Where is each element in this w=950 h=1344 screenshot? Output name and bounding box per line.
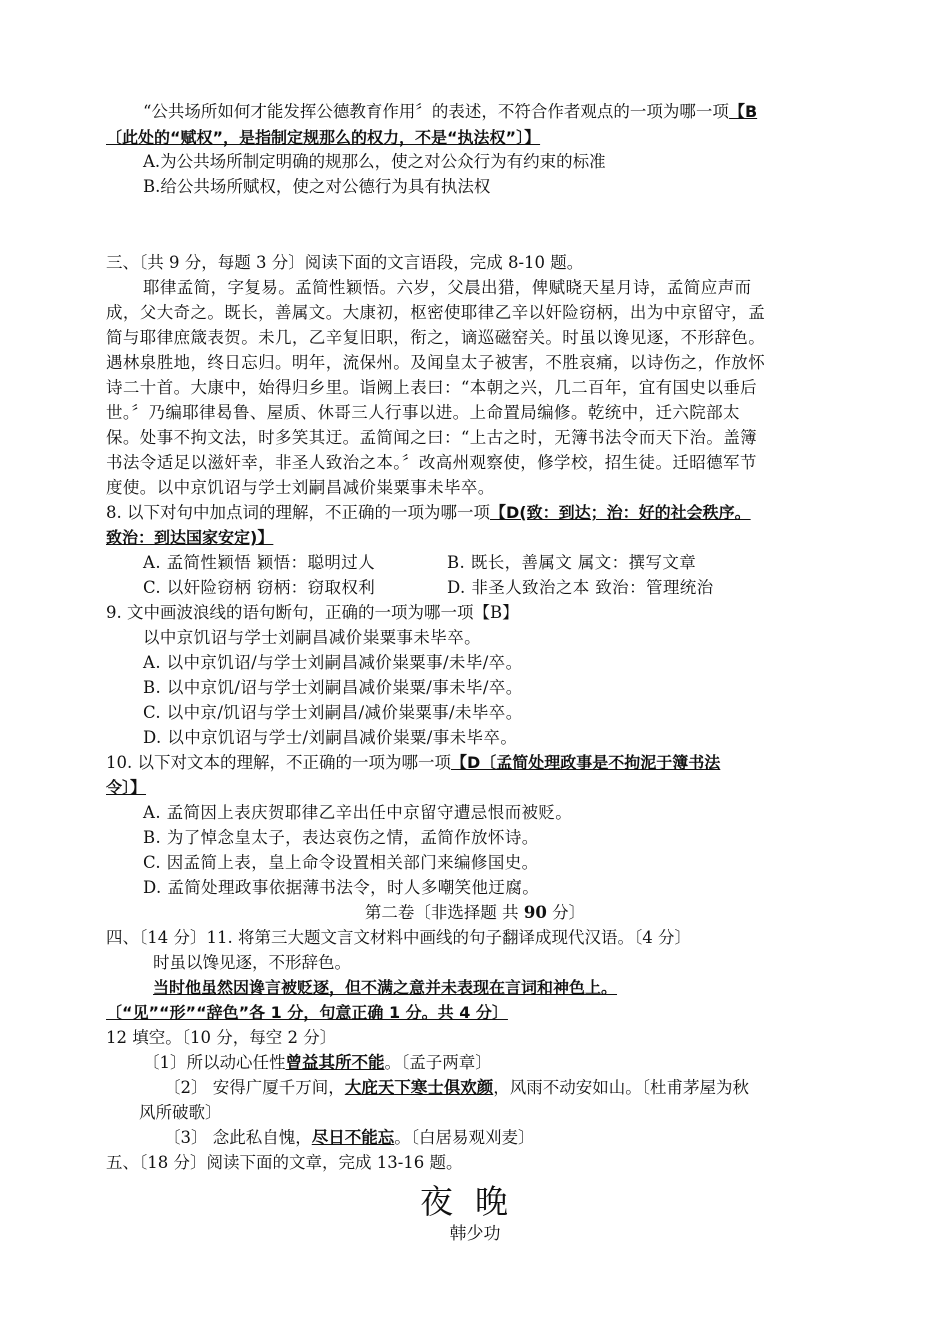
q12-item-2-cont: 风所破歌〕 [139, 1103, 222, 1122]
article-title: 夜晚 [420, 1182, 530, 1221]
q11-answer: 当时他虽然因谗言被贬逐，但不满之意并未表现在言词和神色上。 [153, 978, 618, 997]
q11-stem: 四、〔14 分〕11. 将第三大题文言文材料中画线的句子翻译成现代汉语。〔4 分〕 [106, 928, 691, 947]
passage-line-6: 世。〞乃编耶律曷鲁、屋质、休哥三人行事以进。上命置局编修。乾统中，迁六院部太 [106, 403, 740, 422]
q12-item-1 [143, 1051, 492, 1075]
q8-option-a: A. 孟简性颖悟 颖悟：聪明过人 [143, 553, 376, 572]
q10-stem-text: 10. 以下对文本的理解，不正确的一项为哪一项 [106, 753, 451, 772]
q10-option-d: D. 孟简处理政事依据薄书法令，时人多嘲笑他迂腐。 [143, 878, 540, 897]
q8-option-b: B. 既长，善属文 属文：撰写文章 [447, 553, 697, 572]
q7-option-b: B.给公共场所赋权，使之对公德行为具有执法权 [143, 177, 491, 196]
passage-line-2: 成，父大奇之。既长，善属文。大康初，枢密使耶律乙辛以奸险窃柄，出为中京留守，孟 [106, 303, 766, 322]
passage-line-8: 书法令适足以滋奸幸，非圣人致治之本。〞改高州观察使，修学校，招生徒。迁昭德军节 [106, 453, 757, 472]
q11-scoring: 〔“见”“形”“辞色”各 1 分，句意正确 1 分。共 4 分〕 [106, 1003, 508, 1022]
passage-line-7: 保。处事不拘文法，时多笑其迂。孟简闻之曰：“上古之时，无簿书法令而天下治。盖簿 [106, 428, 758, 447]
q12-item-2-pre: 〔2〕 安得广厦千万间， [164, 1078, 345, 1097]
q12-item-2-post: ，风雨不动安如山。〔杜甫茅屋为秋 [493, 1078, 749, 1097]
q12-item-3-answer: 尽日不能忘 [311, 1128, 395, 1147]
section3-header: 三、〔共 9 分，每题 3 分〕阅读下面的文言语段，完成 8-10 题。 [106, 253, 584, 272]
q9-sentence: 以中京饥诏与学士刘嗣昌减价粜粟事未毕卒。 [143, 628, 481, 647]
q7-answer-note: 〔此处的“赋权”，是指制定规那么的权力，不是“执法权”〕】 [106, 128, 541, 147]
passage-line-3: 简与耶律庶箴表贺。未几，乙辛复旧职，衔之，谪巡磁窑关。时虽以谗见逐，不形辞色。 [106, 328, 766, 347]
q12-item-3-post: 。〔白居易观刈麦〕 [394, 1128, 535, 1147]
q9-option-c: C. 以中京/饥诏与学士刘嗣昌/减价粜粟事/未毕卒。 [143, 703, 523, 722]
q12-item-2-answer: 大庇天下寒士俱欢颜 [344, 1078, 494, 1097]
q7-stem-text: “公共场所如何才能发挥公德教育作用〞的表述，不符合作者观点的一项为哪一项 [143, 102, 729, 121]
q9-stem: 9. 文中画波浪线的语句断句，正确的一项为哪一项【B】 [106, 603, 519, 622]
q12-item-1-answer: 曾益其所不能 [285, 1053, 385, 1072]
q9-option-d: D. 以中京饥诏与学士/刘嗣昌减价粜粟/事未毕卒。 [143, 728, 518, 747]
section5-header: 五、〔18 分〕阅读下面的文章，完成 13-16 题。 [106, 1153, 463, 1172]
volume2-heading-pre: 第二卷〔非选择题 共 [364, 903, 524, 922]
q10-stem [106, 751, 720, 775]
q12-item-1-pre: 〔1〕所以动心任性 [143, 1053, 286, 1072]
passage-line-4: 遇林泉胜地，终日忘归。明年，流保州。及闻皇太子被害，不胜哀痛，以诗伤之，作放怀 [106, 353, 766, 372]
passage-line-5: 诗二十首。大康中，始得归乡里。诣阙上表曰：“本朝之兴，几二百年，宜有国史以垂后 [106, 378, 758, 397]
q10-option-c: C. 因孟简上表，皇上命令设置相关部门来编修国史。 [143, 853, 539, 872]
q9-option-a: A. 以中京饥诏/与学士刘嗣昌减价粜粟事/未毕/卒。 [143, 653, 523, 672]
q7-option-a: A.为公共场所制定明确的规那么，使之对公众行为有约束的标准 [143, 152, 606, 171]
q12-header: 12 填空。〔10 分，每空 2 分〕 [106, 1028, 337, 1047]
q10-option-b: B. 为了悼念皇太子，表达哀伤之情，孟简作放怀诗。 [143, 828, 539, 847]
q8-option-d: D. 非圣人致治之本 致治：管理统治 [447, 578, 714, 597]
q10-answer-note: 令〕】 [106, 778, 147, 797]
passage-line-1: 耶律孟简，字复易。孟简性颖悟。六岁，父晨出猎，俾赋晓天星月诗，孟简应声而 [143, 278, 752, 297]
q8-option-c: C. 以奸险窃柄 窃柄：窃取权利 [143, 578, 376, 597]
q7-stem [143, 100, 757, 124]
q10-answer-start: 【D〔孟简处理政事是不拘泥于簿书法 [451, 753, 721, 772]
q12-item-2 [164, 1076, 749, 1100]
volume2-heading [0, 901, 950, 925]
article-author: 韩少功 [449, 1224, 501, 1244]
volume2-score: 90 [523, 903, 547, 922]
q9-option-b: B. 以中京饥/诏与学士刘嗣昌减价粜粟/事未毕/卒。 [143, 678, 523, 697]
passage-line-9: 度使。以中京饥诏与学士刘嗣昌减价粜粟事未毕卒。 [106, 478, 495, 497]
q11-sentence: 时虽以馋见逐，不形辞色。 [153, 953, 351, 972]
q8-answer-start: 【D(致：到达；治：好的社会秩序。 [490, 503, 751, 522]
q8-stem-text: 8. 以下对句中加点词的理解，不正确的一项为哪一项 [106, 503, 490, 522]
q8-answer-note: 致治：到达国家安定)】 [106, 528, 274, 547]
volume2-heading-post: 分〕 [546, 903, 586, 922]
q12-item-1-post: 。〔孟子两章〕 [384, 1053, 492, 1072]
q12-item-3-pre: 〔3〕 念此私自愧， [164, 1128, 312, 1147]
q12-item-3 [164, 1126, 535, 1150]
q8-stem [106, 501, 751, 525]
q7-answer-start: 【B [728, 102, 758, 121]
q10-option-a: A. 孟简因上表庆贺耶律乙辛出任中京留守遭忌恨而被贬。 [143, 803, 573, 822]
